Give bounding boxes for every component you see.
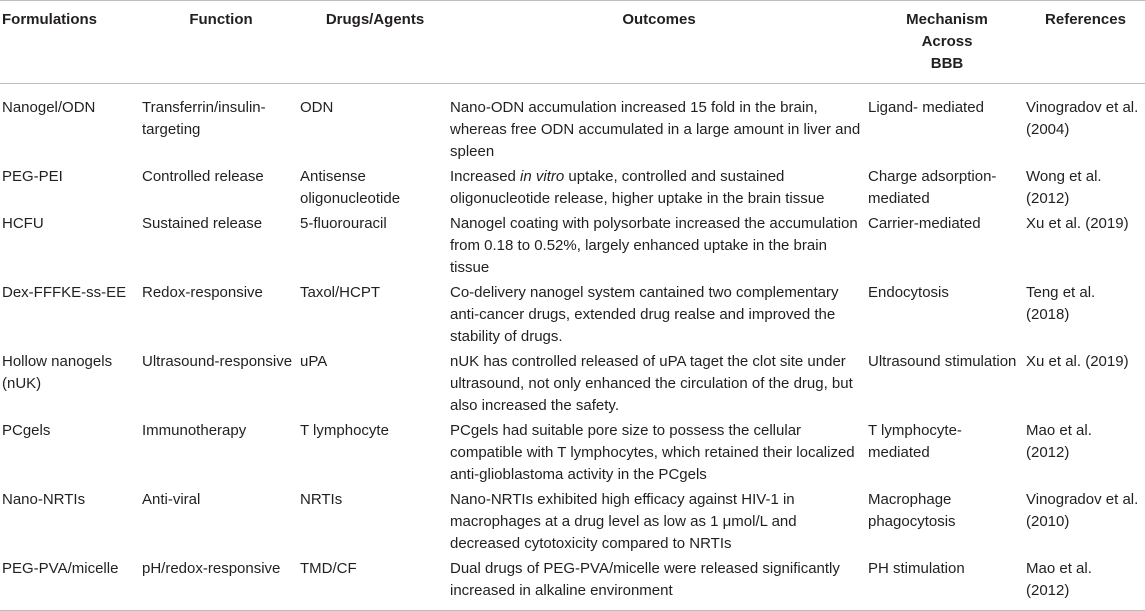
cell-formulation: Hollow nanogels (nUK) (2, 353, 113, 392)
cell-reference: Vinogradov et al. (2004) (1026, 99, 1139, 138)
cell-reference: Teng et al. (2018) (1026, 284, 1096, 323)
cell-reference: Mao et al. (2012) (1026, 555, 1145, 611)
cell-reference: Mao et al. (2012) (1026, 422, 1092, 461)
cell-function: Anti-viral (142, 491, 201, 508)
header-outcomes: Outcomes (450, 1, 868, 84)
cell-formulation: HCFU (2, 215, 44, 232)
cell-drugs: T lymphocyte (300, 422, 389, 439)
cell-reference: Wong et al. (2012) (1026, 168, 1102, 207)
cell-formulation: PEG-PVA/micelle (0, 555, 142, 611)
cell-drugs: Antisense oligonucleotide (300, 168, 401, 207)
table-row (0, 486, 1145, 555)
cell-function: Redox-responsive (142, 284, 263, 301)
table-row (0, 163, 1145, 210)
cell-drugs: Taxol/HCPT (300, 284, 381, 301)
table-row (0, 210, 1145, 279)
cell-outcomes: Nano-NRTIs exhibited high efficacy against HIV-1 in macrophages at a drug level as low as 1 μmol/L and decreased cytotoxicity compared to NRTIs (450, 491, 797, 552)
cell-drugs: TMD/CF (300, 555, 450, 611)
header-mechanism (868, 1, 1026, 84)
cell-mechanism: T lymphocyte-mediated (868, 422, 962, 461)
cell-formulation: PEG-PEI (2, 168, 63, 185)
cell-function: Sustained release (142, 215, 263, 232)
cell-reference: Xu et al. (2019) (1026, 215, 1129, 232)
cell-outcomes: nUK has controlled released of uPA taget the clot site under ultrasound, not only enhanced the circulation of the drug, but also increased the safety. (450, 353, 853, 414)
cell-function: Immunotherapy (142, 422, 247, 439)
cell-outcomes (450, 163, 868, 210)
cell-reference: Xu et al. (2019) (1026, 353, 1129, 370)
cell-mechanism: Ligand- mediated (868, 99, 984, 116)
header-formulations: Formulations (0, 1, 142, 84)
cell-function: pH/redox-responsive (142, 555, 300, 611)
cell-drugs: uPA (300, 353, 328, 370)
cell-mechanism: Charge adsorption-mediated (868, 168, 997, 207)
cell-function: Transferrin/insulin-targeting (142, 99, 266, 138)
cell-function: Controlled release (142, 168, 264, 185)
cell-drugs: NRTIs (300, 491, 343, 508)
cell-outcomes: Nanogel coating with polysorbate increased the accumulation from 0.18 to 0.52%, largely enhanced uptake in the brain tissue (450, 215, 858, 276)
outcomes-text-post: uptake, controlled and sustained oligonucleotide release, higher uptake in the brain tissue (450, 168, 825, 207)
header-drugs-agents: Drugs/Agents (300, 1, 450, 84)
header-references: References (1026, 1, 1145, 84)
cell-function: Ultrasound-responsive (142, 353, 293, 370)
cell-outcomes: PCgels had suitable pore size to possess the cellular compatible with T lymphocytes, which retained their localized anti-glioblastoma activity in the PCgels (450, 422, 855, 483)
header-row (0, 1, 1145, 84)
cell-mechanism: Endocytosis (868, 284, 949, 301)
outcomes-text-pre: Increased (450, 168, 521, 185)
cell-mechanism: Ultrasound stimulation (868, 353, 1017, 370)
cell-mechanism: Macrophage phagocytosis (868, 491, 956, 530)
table-row (0, 279, 1145, 348)
cell-formulation: Nanogel/ODN (2, 99, 96, 116)
outcomes-text-italic: in vitro (520, 168, 565, 185)
cell-drugs: ODN (300, 99, 334, 116)
cell-formulation: PCgels (2, 422, 51, 439)
table-row (0, 555, 1145, 611)
cell-outcomes: Dual drugs of PEG-PVA/micelle were released significantly increased in alkaline environment (450, 555, 868, 611)
table-row (0, 348, 1145, 417)
cell-formulation: Nano-NRTIs (2, 491, 86, 508)
cell-formulation: Dex-FFFKE-ss-EE (2, 284, 127, 301)
cell-mechanism: Carrier-mediated (868, 215, 981, 232)
header-function: Function (142, 1, 300, 84)
table-row (0, 417, 1145, 486)
cell-outcomes: Co-delivery nanogel system cantained two complementary anti-cancer drugs, extended drug realse and improved the stability of drugs. (450, 284, 839, 345)
header-mechanism-text: Mechanism Across BBB (906, 11, 988, 72)
cell-mechanism: PH stimulation (868, 555, 1026, 611)
cell-outcomes: Nano-ODN accumulation increased 15 fold in the brain, whereas free ODN accumulated in a large amount in liver and spleen (450, 99, 861, 160)
cell-drugs: 5-fluorouracil (300, 215, 387, 232)
spacer-row (0, 84, 1145, 95)
cell-reference: Vinogradov et al. (2010) (1026, 491, 1139, 530)
table-row (0, 94, 1145, 163)
